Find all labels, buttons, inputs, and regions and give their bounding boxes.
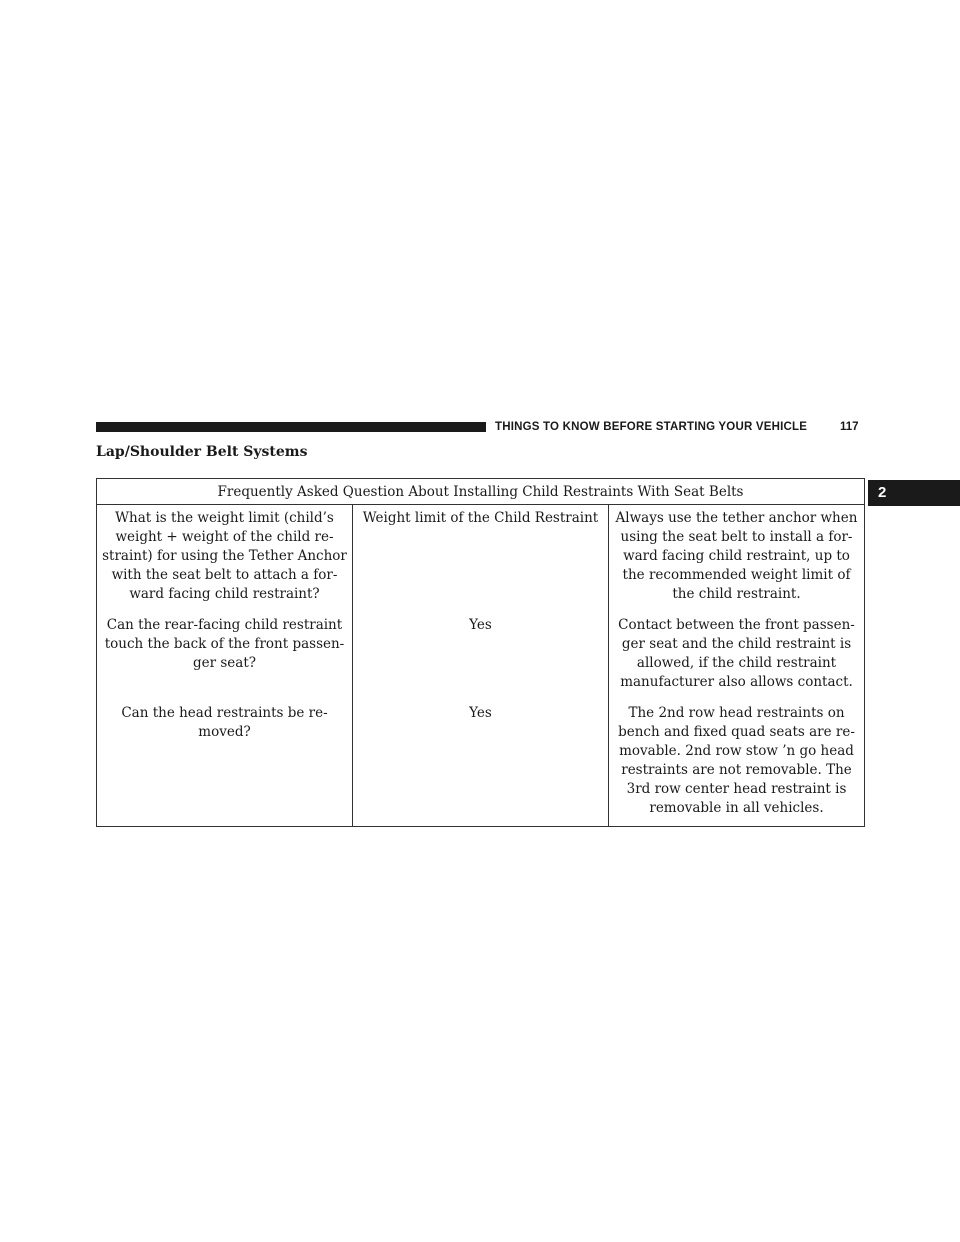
running-header-title: THINGS TO KNOW BEFORE STARTING YOUR VEHICLE	[495, 421, 808, 433]
note-cell: Always use the tether anchor when using the seat belt to install a for-ward facing child restraint, up to the recommended weight limit of the child restraint.	[609, 505, 865, 613]
header-rule	[96, 422, 486, 432]
table-row	[97, 505, 865, 613]
table-caption: Frequently Asked Question About Installing Child Restraints With Seat Belts	[97, 479, 865, 505]
question-cell: Can the head restraints be re-moved?	[97, 700, 353, 827]
answer-cell: Weight limit of the Child Restraint	[353, 505, 609, 613]
faq-table	[96, 478, 865, 827]
section-heading: Lap/Shoulder Belt Systems	[96, 444, 308, 460]
table-caption-row	[97, 479, 865, 505]
table-row	[97, 612, 865, 700]
answer-cell: Yes	[353, 700, 609, 827]
section-tab: 2	[868, 480, 960, 506]
question-cell: Can the rear-facing child restraint touch the back of the front passen-ger seat?	[97, 612, 353, 700]
note-cell: Contact between the front passen-ger seat and the child restraint is allowed, if the child restraint manufacturer also allows contact.	[609, 612, 865, 700]
question-cell: What is the weight limit (child’s weight + weight of the child re-straint) for using the Tether Anchor with the seat belt to attach a for-ward facing child restraint?	[97, 505, 353, 613]
page-number: 117	[840, 421, 859, 433]
answer-cell: Yes	[353, 612, 609, 700]
note-cell: The 2nd row head restraints on bench and fixed quad seats are re-movable. 2nd row stow ’n go head restraints are not removable. The 3rd row center head restraint is removable in all vehicles.	[609, 700, 865, 827]
table-row	[97, 700, 865, 827]
